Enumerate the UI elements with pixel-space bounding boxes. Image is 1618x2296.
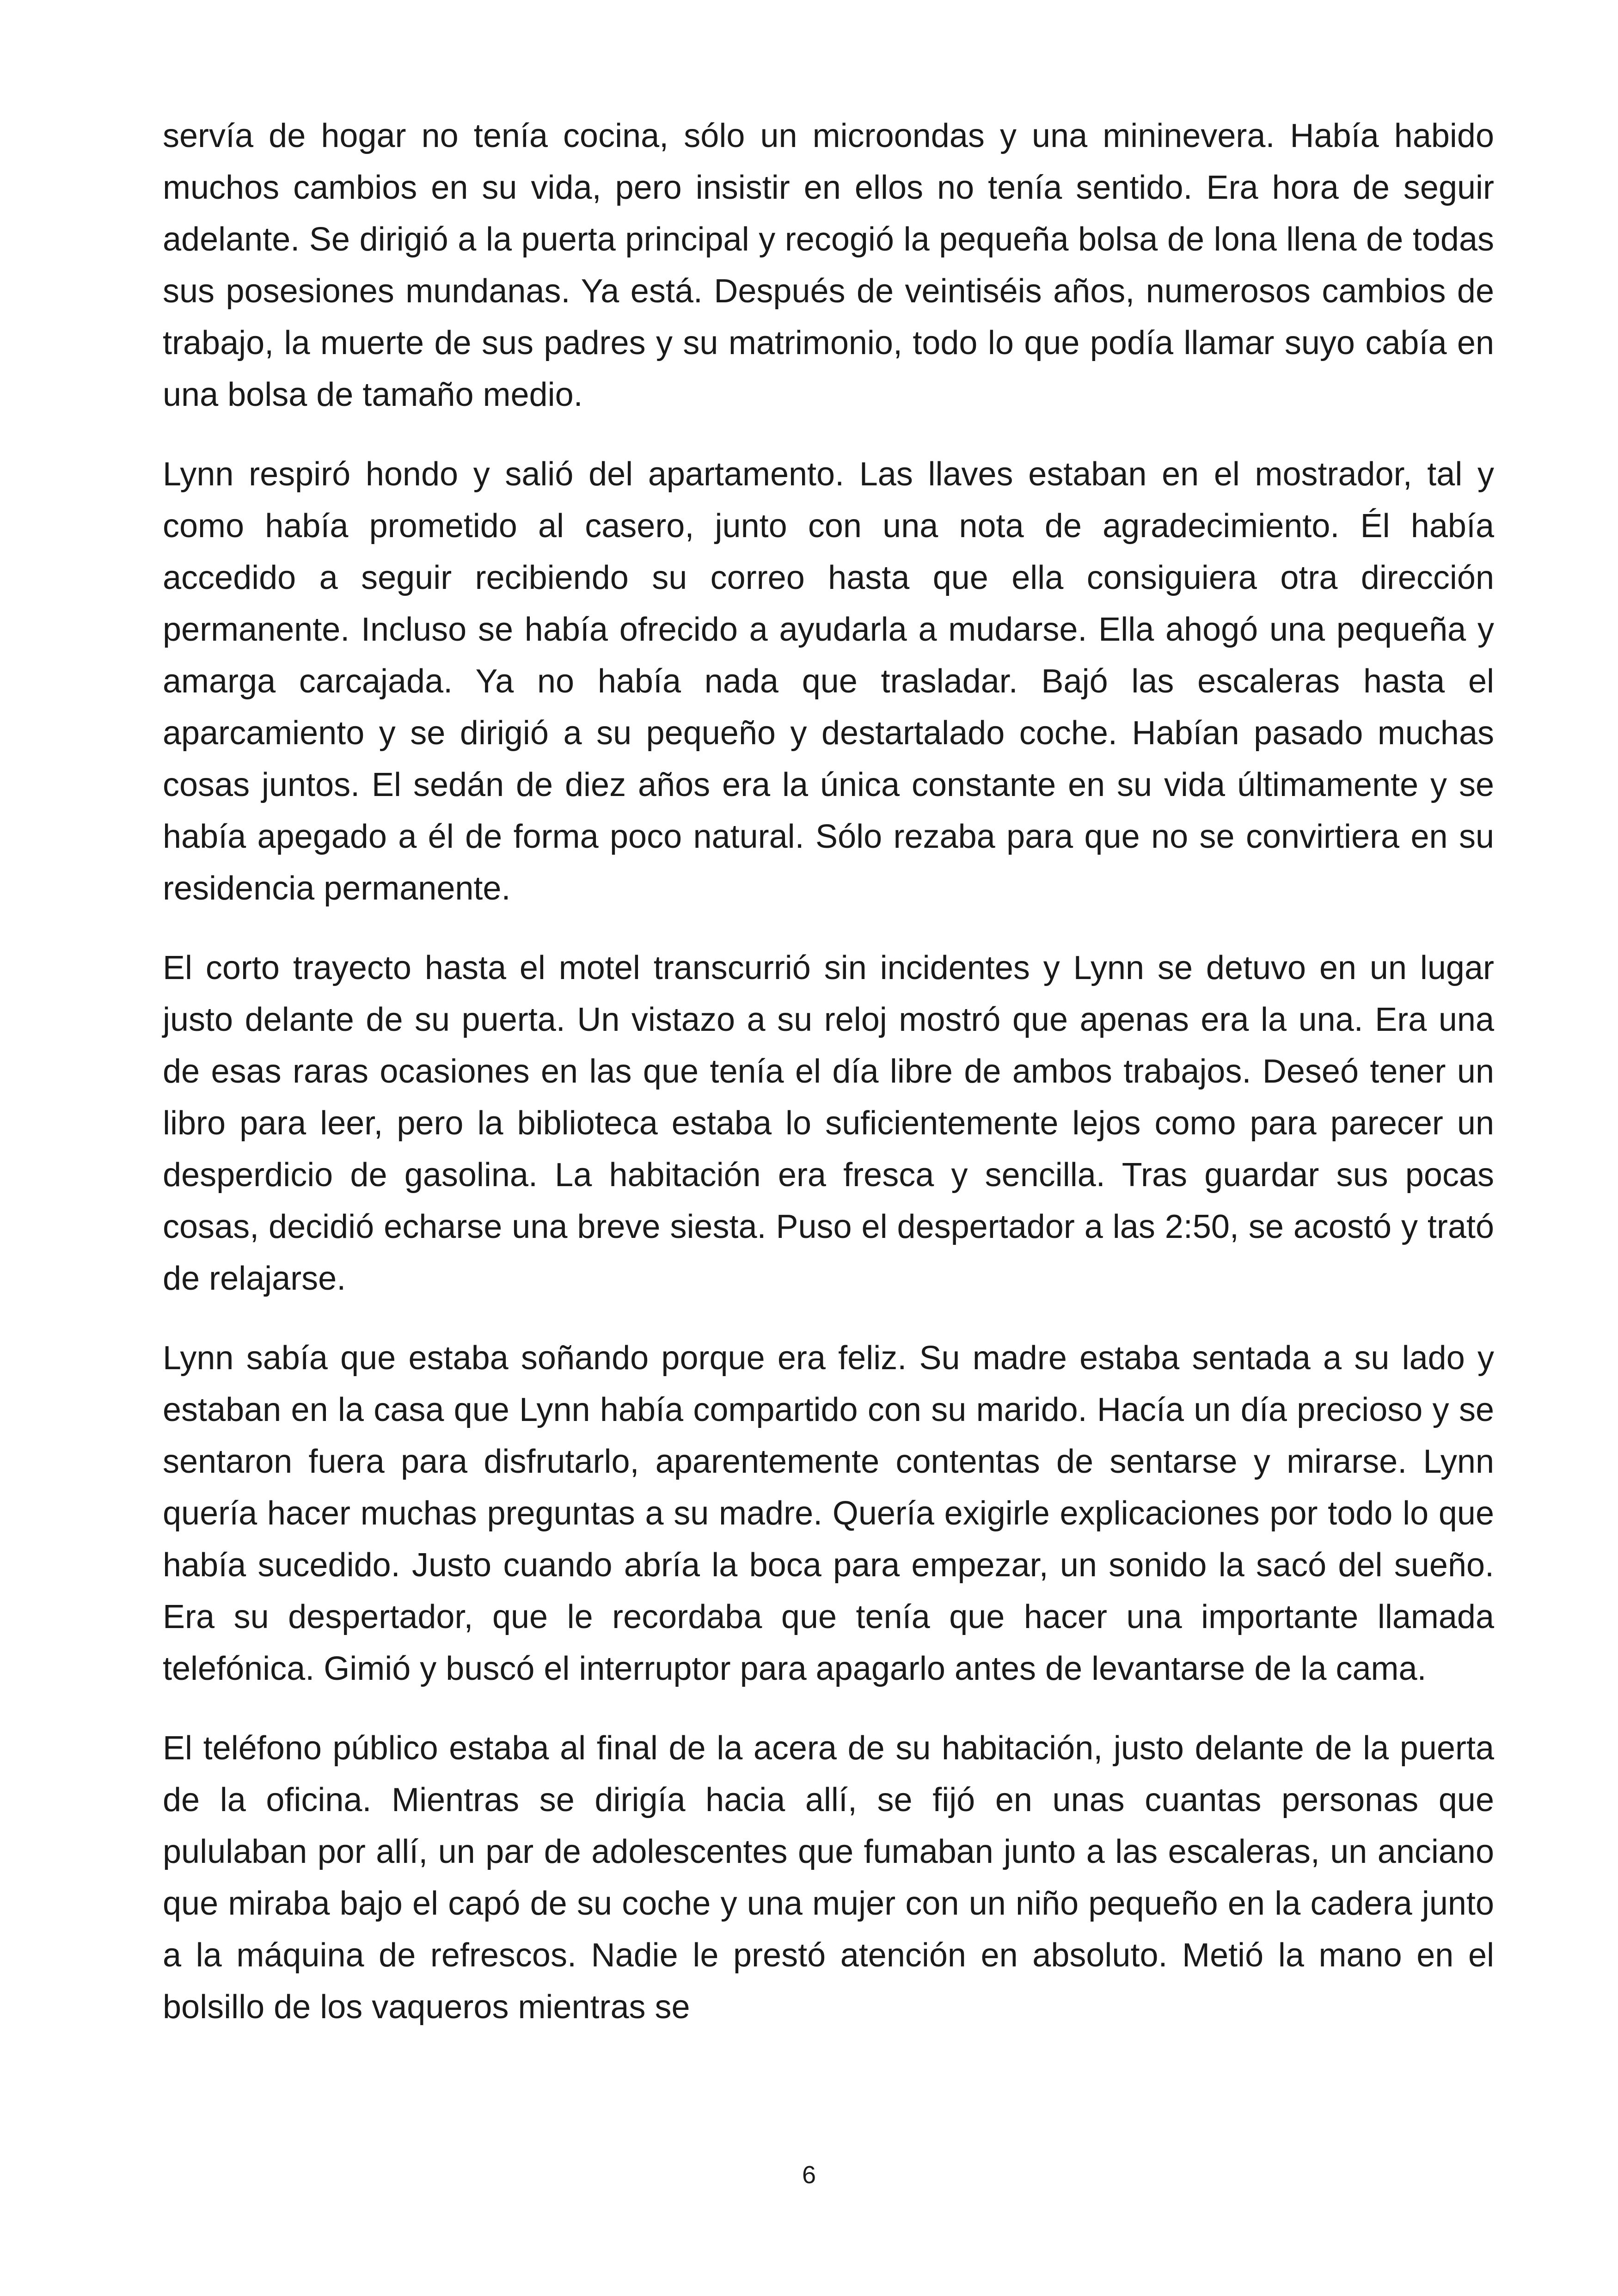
paragraph-4: Lynn sabía que estaba soñando porque era feliz. Su madre estaba sentada a su lado y estaban en la casa que Lynn había compartido con su marido. Hacía un día precioso y se sentaron fuera para disfrutarlo, aparentemente contentas de sentarse y mirarse. Lynn quería hacer muchas preguntas a su madre. Quería exigirle explicaciones por todo lo que había sucedido. Justo cuando abría la boca para empezar, un sonido la sacó del sueño. Era su despertador, que le recordaba que tenía que hacer una importante llamada telefónica. Gimió y buscó el interruptor para apagarlo antes de levantarse de la cama. <box>163 1340 1494 1687</box>
paragraph-5: El teléfono público estaba al final de la acera de su habitación, justo delante de la puerta de la oficina. Mientras se dirigía hacia allí, se fijó en unas cuantas personas que pululaban por allí, un par de adolescentes que fumaban junto a las escaleras, un anciano que miraba bajo el capó de su coche y una mujer con un niño pequeño en la cadera junto a la máquina de refrescos. Nadie le prestó atención en absoluto. Metió la mano en el bolsillo de los vaqueros mientras se <box>163 1730 1494 2026</box>
body-text <box>163 110 1494 2061</box>
paragraph-2: Lynn respiró hondo y salió del apartamento. Las llaves estaban en el mostrador, tal y como había prometido al casero, junto con una nota de agradecimiento. Él había accedido a seguir recibiendo su correo hasta que ella consiguiera otra dirección permanente. Incluso se había ofrecido a ayudarla a mudarse. Ella ahogó una pequeña y amarga carcajada. Ya no había nada que trasladar. Bajó las escaleras hasta el aparcamiento y se dirigió a su pequeño y destartalado coche. Habían pasado muchas cosas juntos. El sedán de diez años era la única constante en su vida últimamente y se había apegado a él de forma poco natural. Sólo rezaba para que no se convirtiera en su residencia permanente. <box>163 456 1494 907</box>
paragraph-1: servía de hogar no tenía cocina, sólo un microondas y una mininevera. Había habido muchos cambios en su vida, pero insistir en ellos no tenía sentido. Era hora de seguir adelante. Se dirigió a la puerta principal y recogió la pequeña bolsa de lona llena de todas sus posesiones mundanas. Ya está. Después de veintiséis años, numerosos cambios de trabajo, la muerte de sus padres y su matrimonio, todo lo que podía llamar suyo cabía en una bolsa de tamaño medio. <box>163 117 1494 413</box>
page-number: 6 <box>802 2161 816 2189</box>
paragraph-3: El corto trayecto hasta el motel transcurrió sin incidentes y Lynn se detuvo en un lugar justo delante de su puerta. Un vistazo a su reloj mostró que apenas era la una. Era una de esas raras ocasiones en las que tenía el día libre de ambos trabajos. Deseó tener un libro para leer, pero la biblioteca estaba lo suficientemente lejos como para parecer un desperdicio de gasolina. La habitación era fresca y sencilla. Tras guardar sus pocas cosas, decidió echarse una breve siesta. Puso el despertador a las 2:50, se acostó y trató de relajarse. <box>163 949 1494 1297</box>
